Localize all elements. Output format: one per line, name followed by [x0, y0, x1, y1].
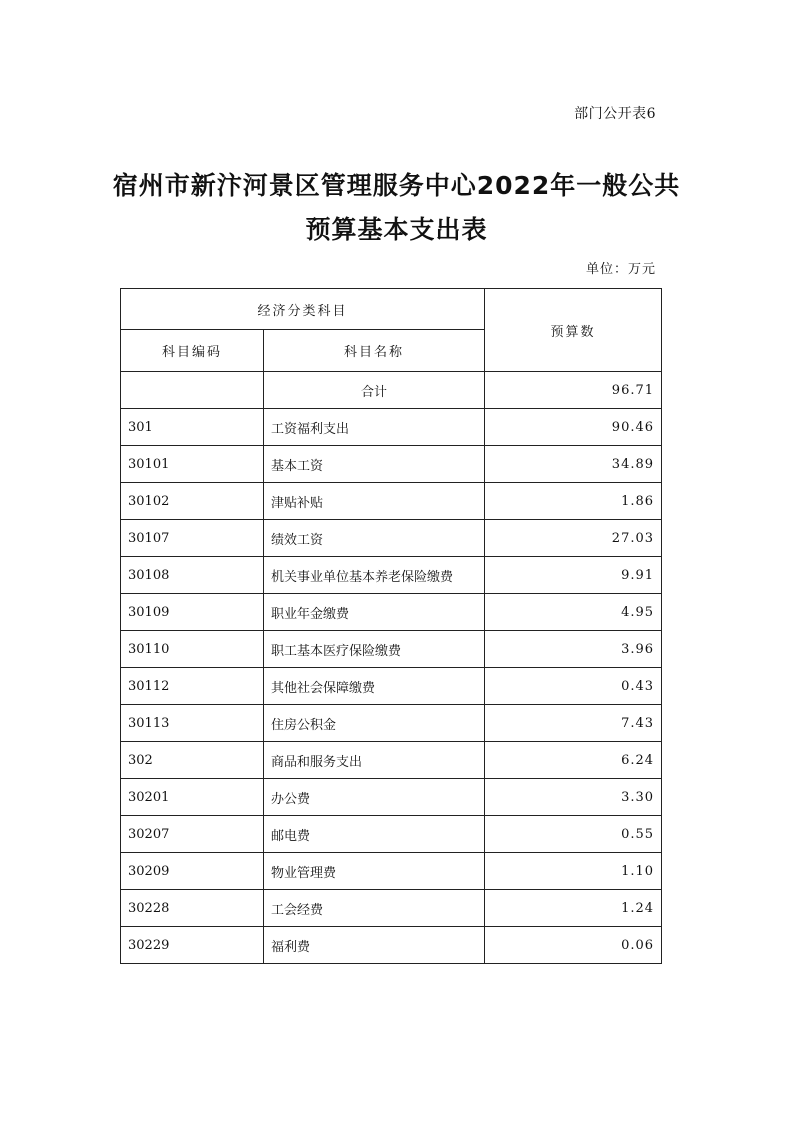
row-amount: 3.30 — [485, 779, 662, 816]
table-row — [121, 705, 662, 742]
page-title-line-2: 预算基本支出表 — [305, 215, 488, 244]
table-row — [121, 631, 662, 668]
row-amount: 3.96 — [485, 631, 662, 668]
row-amount: 4.95 — [485, 594, 662, 631]
row-name: 工资福利支出 — [264, 409, 485, 446]
document-number: 部门公开表6 — [574, 106, 656, 122]
header-subject-code: 科目编码 — [121, 330, 264, 372]
row-code: 30207 — [121, 816, 264, 853]
row-name: 商品和服务支出 — [264, 742, 485, 779]
row-code: 30107 — [121, 520, 264, 557]
row-code: 30228 — [121, 890, 264, 927]
table-row — [121, 668, 662, 705]
row-name: 职业年金缴费 — [264, 594, 485, 631]
table-row — [121, 927, 662, 964]
row-amount: 6.24 — [485, 742, 662, 779]
row-name: 机关事业单位基本养老保险缴费 — [264, 557, 485, 594]
table-row — [121, 742, 662, 779]
row-code: 30229 — [121, 927, 264, 964]
row-name: 绩效工资 — [264, 520, 485, 557]
total-amount: 96.71 — [485, 372, 662, 409]
row-code: 30113 — [121, 705, 264, 742]
header-economic-classification: 经济分类科目 — [121, 289, 485, 330]
row-code: 30201 — [121, 779, 264, 816]
row-amount: 7.43 — [485, 705, 662, 742]
row-amount: 1.24 — [485, 890, 662, 927]
row-name: 住房公积金 — [264, 705, 485, 742]
row-code: 302 — [121, 742, 264, 779]
row-amount: 1.86 — [485, 483, 662, 520]
header-row-1 — [121, 289, 662, 330]
row-code: 30109 — [121, 594, 264, 631]
row-code: 30108 — [121, 557, 264, 594]
table-row — [121, 520, 662, 557]
row-amount: 9.91 — [485, 557, 662, 594]
table-row — [121, 779, 662, 816]
total-code-cell — [121, 372, 264, 409]
row-name: 其他社会保障缴费 — [264, 668, 485, 705]
row-code: 301 — [121, 409, 264, 446]
table-row — [121, 890, 662, 927]
total-label: 合计 — [264, 372, 485, 409]
header-budget-amount: 预算数 — [485, 289, 662, 372]
row-code: 30110 — [121, 631, 264, 668]
header-subject-name: 科目名称 — [264, 330, 485, 372]
row-name: 工会经费 — [264, 890, 485, 927]
table-row — [121, 594, 662, 631]
table-row — [121, 816, 662, 853]
row-code: 30101 — [121, 446, 264, 483]
budget-table — [120, 288, 662, 964]
row-amount: 0.55 — [485, 816, 662, 853]
row-code: 30112 — [121, 668, 264, 705]
table-row — [121, 557, 662, 594]
table-row — [121, 409, 662, 446]
row-name: 基本工资 — [264, 446, 485, 483]
page-title-line-1: 宿州市新汴河景区管理服务中心2022年一般公共 — [112, 171, 681, 200]
row-amount: 34.89 — [485, 446, 662, 483]
unit-label: 单位：万元 — [585, 262, 656, 277]
row-name: 福利费 — [264, 927, 485, 964]
row-amount: 0.06 — [485, 927, 662, 964]
row-name: 职工基本医疗保险缴费 — [264, 631, 485, 668]
table-row — [121, 853, 662, 890]
row-code: 30209 — [121, 853, 264, 890]
row-amount: 27.03 — [485, 520, 662, 557]
table-row — [121, 446, 662, 483]
row-name: 办公费 — [264, 779, 485, 816]
row-code: 30102 — [121, 483, 264, 520]
row-name: 邮电费 — [264, 816, 485, 853]
total-row — [121, 372, 662, 409]
table-row — [121, 483, 662, 520]
row-name: 物业管理费 — [264, 853, 485, 890]
row-amount: 90.46 — [485, 409, 662, 446]
row-amount: 0.43 — [485, 668, 662, 705]
row-name: 津贴补贴 — [264, 483, 485, 520]
row-amount: 1.10 — [485, 853, 662, 890]
